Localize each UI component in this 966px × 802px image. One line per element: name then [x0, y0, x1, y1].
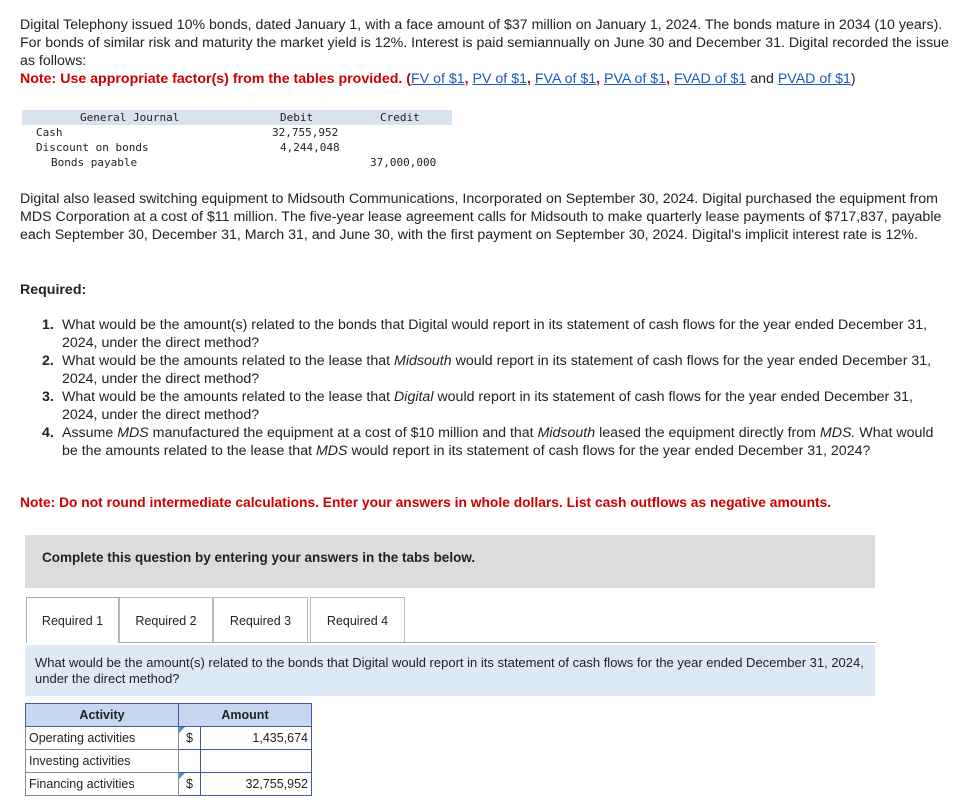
tab-required-4[interactable]: Required 4	[310, 597, 405, 643]
link-fv[interactable]: FV of $1	[411, 71, 465, 87]
activity-label: Investing activities	[26, 750, 179, 773]
link-pv[interactable]: PV of $1	[472, 71, 527, 87]
journal-account: Discount on bonds	[36, 141, 149, 154]
input-flag-icon	[179, 773, 185, 779]
tab-divider	[119, 642, 876, 643]
requirement-item	[42, 424, 947, 460]
requirement-text: would report in its statement of cash flows for the year ended December 31, 2024?	[347, 443, 871, 459]
requirement-text: would report in its statement of cash flows for the year ended December 31, 2024, under the direct method?	[62, 389, 913, 423]
dollar-sign	[179, 750, 201, 773]
factor-note	[20, 71, 856, 87]
activity-label: Operating activities	[26, 727, 179, 750]
input-flag-icon	[179, 727, 185, 733]
journal-account: Bonds payable	[51, 156, 138, 169]
requirement-item	[42, 352, 947, 388]
link-fva[interactable]: FVA of $1	[534, 71, 597, 87]
requirement-text: would report in its statement of cash flows for the year ended December 31, 2024, under the direct method?	[62, 353, 932, 387]
link-pvad[interactable]: PVAD of $1	[777, 71, 851, 87]
requirement-item	[42, 316, 947, 352]
requirement-text: What would be the amounts related to the lease that	[62, 425, 934, 459]
tab-required-2[interactable]: Required 2	[119, 597, 213, 643]
journal-header	[22, 110, 452, 125]
dollar-sign	[179, 773, 201, 796]
question-box: What would be the amount(s) related to the bonds that Digital would report in its statement of cash flows for the year ended December 31, 2024, under the direct method?	[25, 645, 875, 696]
amount-input[interactable]	[201, 750, 312, 773]
journal-debit: 32,755,952	[272, 126, 339, 139]
requirement-text: What would be the amount(s) related to the bonds that Digital would report in its statement of cash flows for the year ended December 31, 2024, under the direct method?	[62, 317, 928, 351]
dollar-symbol: $	[186, 777, 193, 791]
requirements-list	[42, 316, 947, 460]
dollar-symbol: $	[186, 731, 193, 745]
intro-text: Digital Telephony issued 10% bonds, dated January 1, with a face amount of $37 million on January 1, 2024. The bonds mature in 2034 (10 years). For bonds of similar risk and maturity the market yield is 12%. Interest is paid semiannually on June 30 and December 31. Digital recorded the issue as follows:	[20, 17, 949, 69]
problem-intro	[20, 16, 950, 88]
requirement-number: 4.	[42, 425, 54, 441]
note-suffix: )	[850, 71, 856, 87]
amount-input[interactable]: 1,435,674	[201, 727, 312, 750]
journal-entry	[22, 110, 452, 170]
lease-text: Digital also leased switching equipment to Midsouth Communications, Incorporated on September 30, 2024. Digital purchased the equipment from MDS Corporation at a cost of $11 million. The five-year lease agreement calls for Midsouth to make quarterly lease payments of $717,837, payable each September 30, December 31, March 31, and June 30, with the first payment on September 30, 2024. Digital's implicit interest rate is 12%.	[20, 191, 942, 243]
journal-account: Cash	[36, 126, 63, 139]
requirement-text: manufactured the equipment at a cost of $10 million and that	[148, 425, 538, 441]
requirement-item	[42, 388, 947, 424]
requirement-emphasis: MDS.	[819, 425, 856, 441]
journal-header-credit: Credit	[380, 111, 420, 124]
activity-header: Activity	[26, 704, 179, 727]
answer-table	[25, 703, 312, 796]
sep: ,	[464, 71, 473, 87]
table-row	[26, 727, 312, 750]
dollar-sign	[179, 727, 201, 750]
sep: ,	[596, 71, 605, 87]
journal-credit: 37,000,000	[370, 156, 437, 169]
requirement-emphasis: Midsouth	[537, 425, 596, 441]
answer-header-row	[26, 704, 312, 727]
journal-row	[22, 125, 452, 140]
journal-header-account: General Journal	[80, 111, 180, 124]
amount-header: Amount	[179, 704, 312, 727]
journal-header-debit: Debit	[280, 111, 314, 124]
link-fvad[interactable]: FVAD of $1	[673, 71, 747, 87]
requirement-text: Assume	[62, 425, 118, 441]
sep: ,	[526, 71, 535, 87]
requirement-emphasis: Midsouth	[394, 353, 452, 369]
requirement-emphasis: MDS	[315, 443, 348, 459]
journal-debit: 4,244,048	[280, 141, 340, 154]
link-pva[interactable]: PVA of $1	[604, 71, 667, 87]
table-row	[26, 750, 312, 773]
tab-required-3[interactable]: Required 3	[213, 597, 308, 643]
rounding-note: Note: Do not round intermediate calculations. Enter your answers in whole dollars. List cash outflows as negative amounts.	[20, 495, 832, 510]
amount-input[interactable]: 32,755,952	[201, 773, 312, 796]
requirement-text: What would be the amounts related to the lease that	[62, 389, 395, 405]
table-row	[26, 773, 312, 796]
requirement-number: 1.	[42, 317, 54, 333]
requirement-text: What would be the amounts related to the lease that	[62, 353, 395, 369]
required-heading: Required:	[20, 282, 87, 298]
journal-row	[22, 140, 452, 155]
requirement-emphasis: Digital	[394, 389, 434, 405]
requirement-number: 3.	[42, 389, 54, 405]
tab-required-1[interactable]: Required 1	[26, 597, 119, 643]
factor-note-prefix: Note: Use appropriate factor(s) from the tables provided. (	[20, 71, 412, 87]
sep: ,	[666, 71, 674, 87]
requirement-number: 2.	[42, 353, 54, 369]
activity-label: Financing activities	[26, 773, 179, 796]
journal-row	[22, 155, 452, 170]
sep-and: and	[746, 71, 778, 87]
requirement-text: leased the equipment directly from	[595, 425, 820, 441]
requirement-emphasis: MDS	[117, 425, 149, 441]
instruction-banner: Complete this question by entering your answers in the tabs below.	[25, 535, 875, 588]
